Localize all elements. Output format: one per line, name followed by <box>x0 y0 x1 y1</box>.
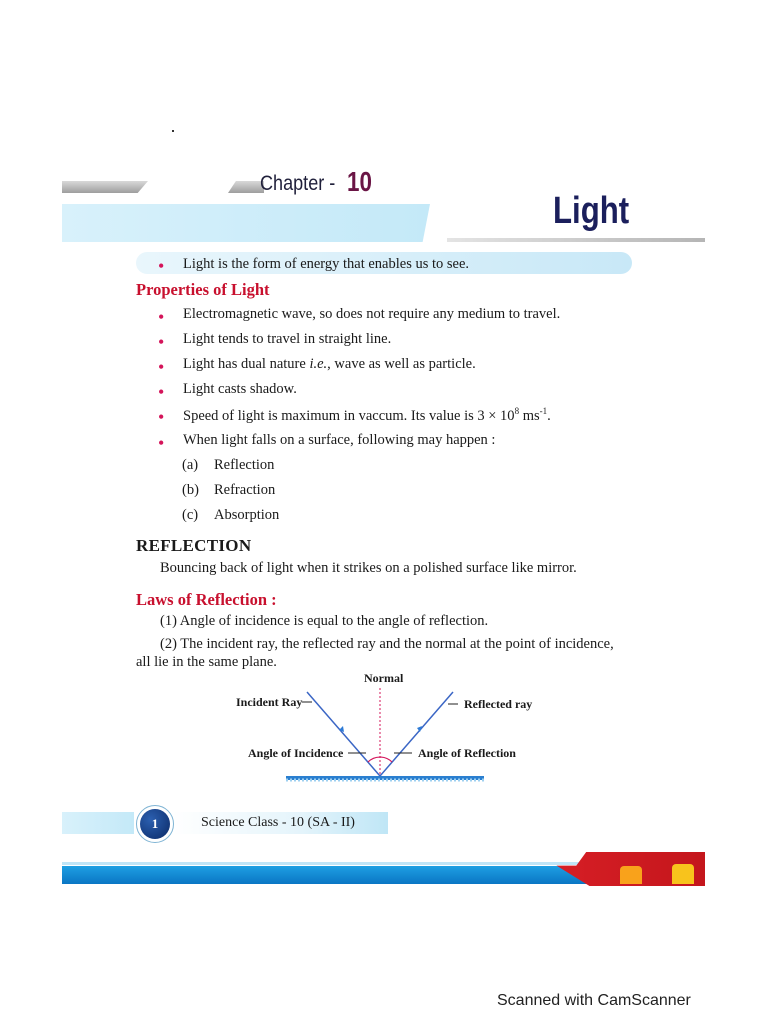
dual-nature-after: , wave as well as particle. <box>327 356 476 372</box>
bullet-icon: • <box>158 407 165 427</box>
property-item: Electromagnetic wave, so does not require any medium to travel. <box>183 306 561 322</box>
header-grey-bar-left <box>62 181 148 193</box>
speed-exponent: 8 <box>514 406 520 416</box>
reflection-definition: Bouncing back of light when it strikes on a polished surface like mirror. <box>160 560 577 576</box>
property-item-dual-nature <box>183 356 476 373</box>
header-grey-bar-mid <box>228 181 264 193</box>
bullet-icon: • <box>158 382 165 402</box>
speed-unit: ms <box>519 407 540 424</box>
bullet-icon: • <box>158 357 165 377</box>
footer-cyan-band <box>62 812 134 834</box>
book-title: Science Class - 10 (SA - II) <box>201 815 355 830</box>
property-item: Light casts shadow. <box>183 381 297 397</box>
page-number: 1 <box>140 809 170 839</box>
incident-ray-label: Incident Ray <box>236 695 303 709</box>
speed-after: . <box>547 407 551 424</box>
header-cyan-band <box>62 204 430 242</box>
dual-nature-before: Light has dual nature <box>183 356 310 372</box>
outcome-marker: (c) <box>182 507 199 523</box>
reflection-diagram <box>230 668 550 790</box>
property-item: Light tends to travel in straight line. <box>183 331 392 347</box>
footer-orange-tab <box>620 866 642 884</box>
incident-ray-line <box>307 692 380 776</box>
bullet-icon: • <box>158 332 165 352</box>
outcome-text: Absorption <box>214 507 280 523</box>
reflection-heading: REFLECTION <box>136 536 252 555</box>
law-1: (1) Angle of incidence is equal to the angle of reflection. <box>160 613 489 629</box>
speed-unit-exponent: -1 <box>539 406 548 416</box>
outcome-marker: (b) <box>182 482 199 498</box>
bullet-icon: • <box>158 433 165 453</box>
outcome-text: Reflection <box>214 457 275 473</box>
law-2-continued: all lie in the same plane. <box>136 654 277 670</box>
reflected-ray-label: Reflected ray <box>464 697 533 711</box>
angle-incidence-label: Angle of Incidence <box>248 746 344 760</box>
property-item-speed <box>183 406 551 425</box>
outcome-marker: (a) <box>182 457 199 473</box>
outcome-text: Refraction <box>214 482 276 498</box>
scanner-watermark: Scanned with CamScanner <box>497 992 691 1009</box>
intro-text: Light is the form of energy that enables us to see. <box>183 256 470 272</box>
reflected-ray-line <box>380 692 453 776</box>
title-underline <box>447 238 705 242</box>
footer-yellow-tab <box>672 864 694 884</box>
normal-label: Normal <box>364 671 404 685</box>
chapter-number: 10 <box>347 166 372 197</box>
properties-heading: Properties of Light <box>136 280 270 299</box>
law-2: (2) The incident ray, the reflected ray and the normal at the point of incidence, <box>160 636 614 652</box>
dual-nature-italic: i.e. <box>309 356 328 372</box>
bullet-icon: • <box>158 307 165 327</box>
bullet-icon: • <box>158 256 165 276</box>
chapter-title: Light <box>553 190 630 232</box>
scan-speck <box>172 130 174 132</box>
property-item: When light falls on a surface, following may happen : <box>183 432 496 448</box>
angle-reflection-label: Angle of Reflection <box>418 746 516 760</box>
chapter-label: Chapter - <box>260 172 336 195</box>
laws-heading: Laws of Reflection : <box>136 590 277 609</box>
speed-before: Speed of light is maximum in vaccum. Its value is 3 × 10 <box>183 407 515 424</box>
